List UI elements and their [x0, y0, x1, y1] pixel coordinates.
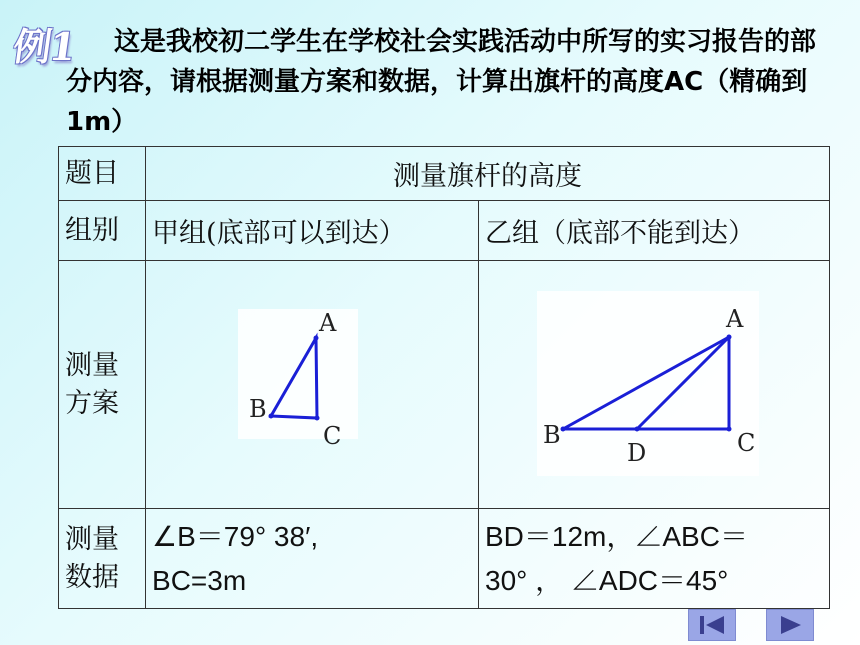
point-c	[727, 427, 732, 432]
table-row-group	[59, 201, 830, 261]
next-slide-button[interactable]	[766, 609, 814, 641]
play-forward-icon	[775, 614, 805, 636]
data-b-cell	[479, 509, 830, 609]
plan-label: 测量方案	[59, 261, 146, 509]
data-b-line2: 30° ， ∠ADC＝45°	[485, 564, 729, 596]
point-b	[269, 414, 274, 419]
data-a-line1: ∠B＝79° 38′,	[152, 520, 319, 552]
data-b-line1: BD＝12m，∠ABC＝	[485, 520, 748, 552]
label-d: D	[627, 439, 647, 467]
data-a-cell	[146, 509, 479, 609]
point-d	[635, 427, 640, 432]
point-b	[561, 427, 566, 432]
skip-back-icon	[697, 614, 727, 636]
group-b-label: 乙组（底部不能到达）	[479, 201, 830, 261]
point-a	[314, 336, 319, 341]
problem-statement	[66, 22, 836, 142]
plan-a-cell	[146, 261, 479, 509]
diagram-b	[479, 261, 829, 501]
table-row-topic	[59, 147, 830, 201]
diagram-a	[146, 261, 476, 501]
label-b: B	[249, 395, 267, 423]
label-a: A	[319, 309, 337, 337]
topic-value: 测量旗杆的高度	[146, 147, 830, 201]
label-c: C	[737, 429, 756, 457]
point-a	[727, 335, 732, 340]
group-label: 组别	[59, 201, 146, 261]
report-table	[58, 146, 830, 609]
problem-text: 这是我校初二学生在学校社会实践活动中所写的实习报告的部分内容，请根据测量方案和数据，计算出旗杆的高度AC（精确到1m）	[66, 27, 817, 137]
group-a-label: 甲组(底部可以到达）	[146, 201, 479, 261]
data-a-line2: BC=3m	[152, 564, 247, 596]
first-slide-button[interactable]	[688, 609, 736, 641]
data-label: 测量数据	[59, 509, 146, 609]
topic-label: 题目	[59, 147, 146, 201]
example-badge: 例1	[10, 24, 78, 69]
point-c	[315, 416, 320, 421]
table-row-plan	[59, 261, 830, 509]
table-row-data	[59, 509, 830, 609]
label-a: A	[726, 305, 744, 333]
label-c: C	[323, 422, 342, 450]
label-b: B	[543, 421, 561, 449]
plan-b-cell	[479, 261, 830, 509]
